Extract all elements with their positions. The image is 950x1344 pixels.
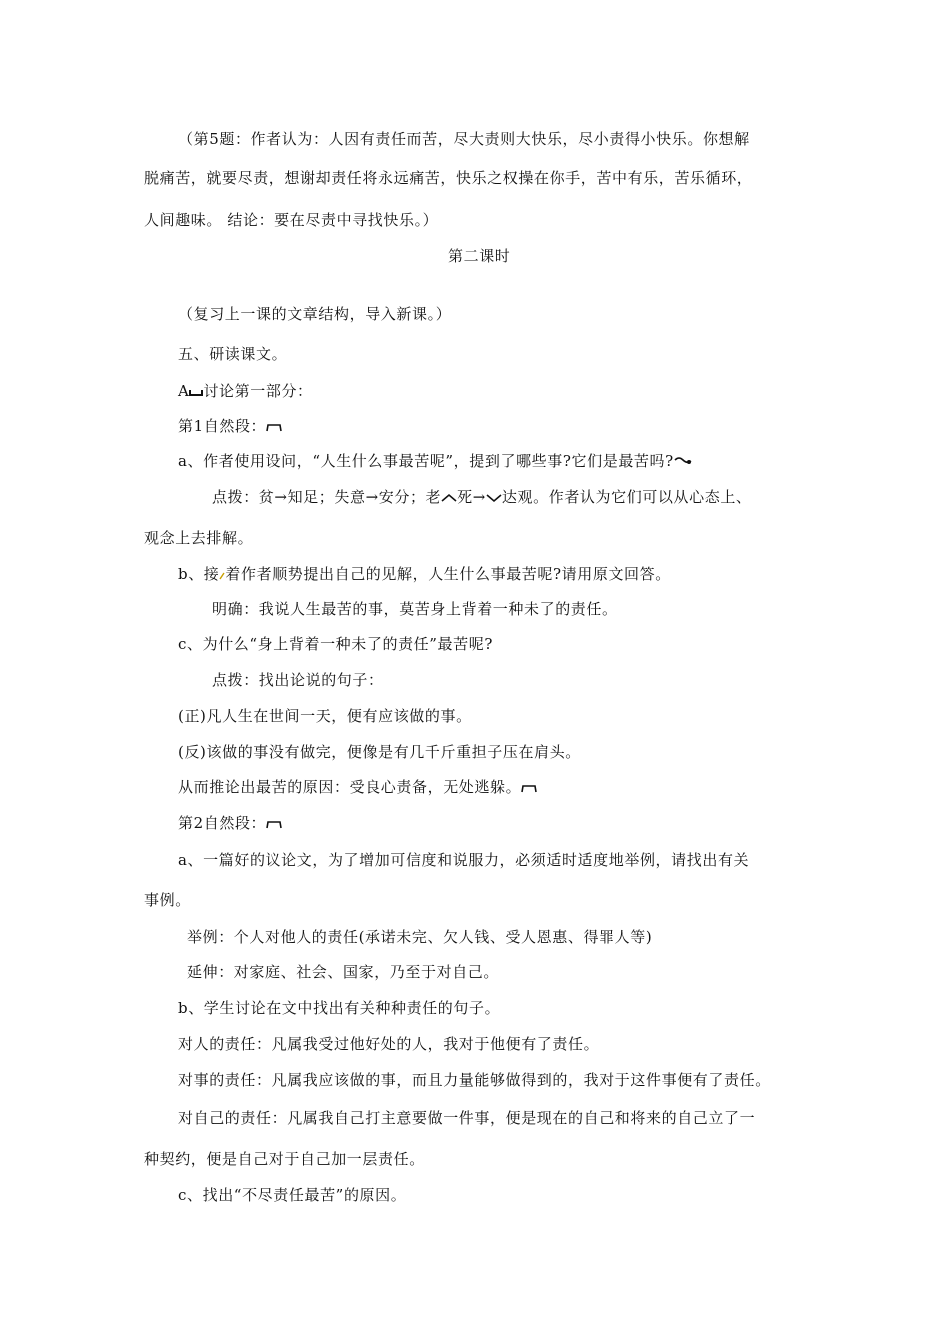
paragraph-line: c、为什么“身上背着一种未了的责任”最苦呢? xyxy=(178,635,493,653)
paragraph-line: c、找出“不尽责任最苦”的原因。 xyxy=(178,1186,407,1204)
paragraph-line: (反)该做的事没有做完，便像是有几千斤重担子压在肩头。 xyxy=(178,743,581,761)
hint-part-2: 死→ xyxy=(457,488,486,506)
question-b-rest: 着作者顺势提出自己的见解，人生什么事最苦呢?请用原文回答。 xyxy=(225,565,671,583)
paragraph-1-label: 第1自然段： xyxy=(178,417,267,435)
paragraph-line xyxy=(178,777,537,798)
hint-part-1: 点拨：贫→知足；失意→安分；老 xyxy=(212,488,442,506)
paragraph-line: 五、研读课文。 xyxy=(178,345,288,363)
paragraph-2-label: 第2自然段： xyxy=(178,814,267,832)
discussion-part-one: 讨论第一部分： xyxy=(203,382,313,400)
scan-mark-icon xyxy=(486,488,502,508)
paragraph-line: 对人的责任：凡属我受过他好处的人，我对于他便有了责任。 xyxy=(178,1035,600,1053)
paragraph-line: （第5题：作者认为：人因有责任而苦，尽大责则大快乐，尽小责得小快乐。你想解 xyxy=(178,130,750,148)
paragraph-line: 观念上去排解。 xyxy=(144,529,254,547)
section-heading: 第二课时 xyxy=(448,247,511,265)
paragraph-line: 对事的责任：凡属我应该做的事，而且力量能够做得到的，我对于这件事便有了责任。 xyxy=(178,1071,771,1089)
question-b-start: b、接 xyxy=(178,565,220,583)
paragraph-line: 对自己的责任：凡属我自己打主意要做一件事，便是现在的自己和将来的自己立了一 xyxy=(178,1109,756,1127)
paragraph-line: 事例。 xyxy=(144,891,191,909)
paragraph-line: 种契约，便是自己对于自己加一层责任。 xyxy=(144,1150,425,1168)
paragraph-line: b、学生讨论在文中找出有关种种责任的句子。 xyxy=(178,999,501,1017)
paragraph-line: 脱痛苦，就要尽责，想谢却责任将永远痛苦，快乐之权操在你手，苦中有乐，苦乐循环， xyxy=(144,169,753,187)
paragraph-line: 延伸：对家庭、社会、国家，乃至于对自己。 xyxy=(187,963,500,981)
conclusion-reason: 从而推论出最苦的原因：受良心责备，无处逃躲。 xyxy=(178,778,522,796)
paragraph-line: 人间趣味。 结论：要在尽责中寻找快乐。） xyxy=(144,211,439,229)
scan-mark-icon xyxy=(521,778,537,798)
paragraph-line: (正)凡人生在世间一天，便有应该做的事。 xyxy=(178,707,472,725)
scan-mark-icon xyxy=(674,452,694,472)
paragraph-line xyxy=(212,487,752,508)
paragraph-line xyxy=(178,416,282,437)
paragraph-line: 明确：我说人生最苦的事，莫苦身上背着一种未了的责任。 xyxy=(212,600,618,618)
paragraph-line: 举例：个人对他人的责任(承诺未完、欠人钱、受人恩惠、得罪人等) xyxy=(187,928,653,946)
scan-mark-icon xyxy=(266,814,282,834)
scan-mark-icon xyxy=(266,417,282,437)
hint-part-3: 达观。作者认为它们可以从心态上、 xyxy=(501,488,752,506)
question-a: a、作者使用设问，“人生什么事最苦呢”，提到了哪些事?它们是最苦吗? xyxy=(178,452,674,470)
paragraph-line xyxy=(178,451,694,472)
label-a: A xyxy=(178,382,190,400)
paragraph-line xyxy=(178,813,282,834)
scan-mark-icon xyxy=(441,488,457,508)
scan-mark-icon xyxy=(189,382,203,402)
paragraph-line: a、一篇好的议论文，为了增加可信度和说服力，必须适时适度地举例，请找出有关 xyxy=(178,851,750,869)
paragraph-line xyxy=(178,381,313,402)
paragraph-line: 点拨：找出论说的句子： xyxy=(212,671,384,689)
paragraph-line: （复习上一课的文章结构，导入新课。） xyxy=(178,305,452,323)
paragraph-line xyxy=(178,564,671,585)
